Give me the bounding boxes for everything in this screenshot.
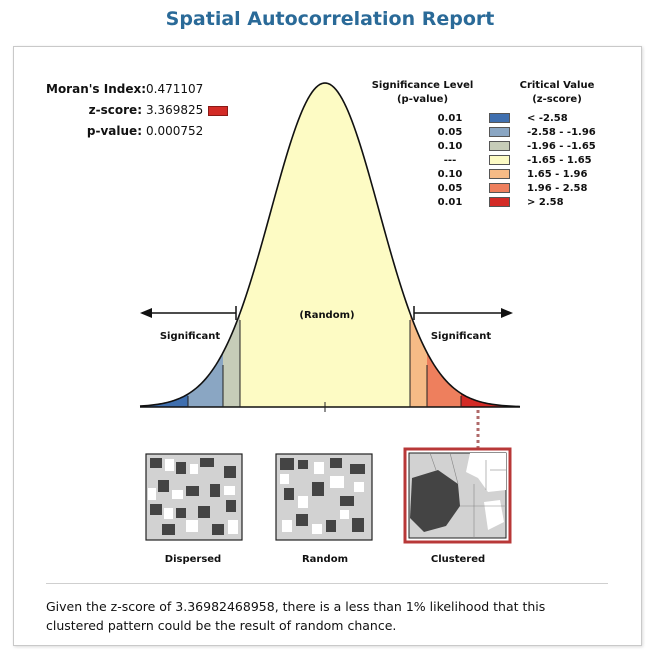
random-pattern-label: Random — [301, 554, 349, 565]
legend-pvalue: 0.05 — [437, 183, 463, 194]
clustered-label: Clustered — [430, 554, 486, 565]
random-pattern-map — [276, 454, 372, 540]
legend-range: 1.96 - 2.58 — [527, 183, 588, 194]
p-value-value: 0.000752 — [146, 124, 204, 138]
legend-cv-title: Critical Value — [519, 80, 595, 91]
legend-pvalue: 0.01 — [437, 197, 463, 208]
morans-index-label: Moran's Index: — [46, 82, 147, 96]
summary-divider — [46, 583, 608, 584]
legend-pvalue: 0.01 — [437, 113, 463, 124]
legend-range: < -2.58 — [527, 113, 568, 124]
left-significance-arrow — [140, 306, 236, 320]
p-value-label: p-value: — [86, 124, 142, 138]
legend-sig-title: Significance Level — [371, 80, 474, 91]
legend-sig-subtitle: (p-value) — [396, 94, 449, 105]
legend-pvalue: 0.05 — [437, 127, 463, 138]
summary-text: Given the z-score of 3.36982468958, there is a less than 1% likelihood that this clustered pattern could be the result of random chance. — [46, 599, 546, 633]
band-pos-0-10 — [410, 60, 427, 420]
legend-pvalue: --- — [443, 155, 457, 166]
z-score-value: 3.369825 — [146, 103, 204, 117]
left-significant-label: Significant — [159, 331, 221, 342]
legend-range: 1.65 - 1.96 — [527, 169, 588, 180]
random-label: (Random) — [299, 310, 355, 321]
band-neg-0-05 — [188, 60, 223, 420]
right-significant-label: Significant — [430, 331, 492, 342]
dispersed-label: Dispersed — [164, 554, 222, 565]
clustered-pattern-map — [405, 449, 510, 542]
band-neg-0-10 — [223, 60, 240, 420]
page-title: Spatial Autocorrelation Report — [165, 8, 495, 30]
right-significance-arrow — [414, 306, 513, 320]
band-pos-0-01 — [461, 60, 521, 420]
z-score-label: z-score: — [88, 103, 142, 117]
legend-range: > 2.58 — [527, 197, 564, 208]
dispersed-pattern-map — [146, 454, 242, 540]
band-random — [240, 60, 410, 420]
curve-fill-bands — [140, 60, 521, 420]
morans-index-value: 0.471107 — [146, 82, 204, 96]
legend-cv-subtitle: (z-score) — [532, 94, 582, 105]
legend-range: -2.58 - -1.96 — [527, 127, 596, 138]
legend-pvalue: 0.10 — [437, 141, 463, 152]
legend-range: -1.65 - 1.65 — [527, 155, 592, 166]
band-neg-0-01 — [140, 60, 188, 420]
legend-pvalue: 0.10 — [437, 169, 463, 180]
band-pos-0-05 — [427, 60, 461, 420]
legend-range: -1.96 - -1.65 — [527, 141, 596, 152]
